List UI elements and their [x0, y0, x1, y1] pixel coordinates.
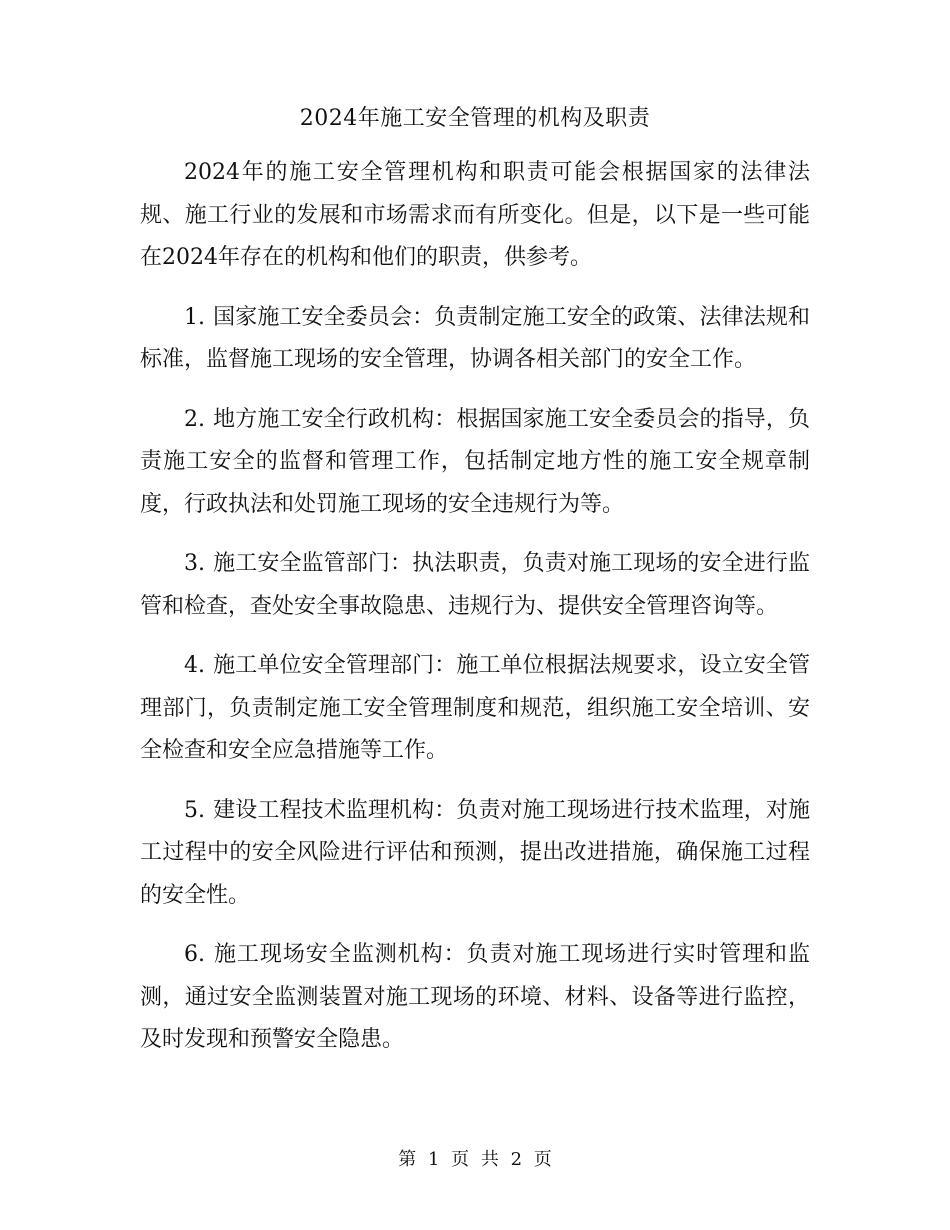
item-number: 4.	[184, 653, 205, 678]
item-text: 施工现场安全监测机构：负责对施工现场进行实时管理和监测，通过安全监测装置对施工现场的环境、材料、设备等进行监控，及时发现和预警安全隐患。	[140, 942, 810, 1052]
item-number: 5.	[184, 797, 205, 823]
item-number: 1.	[184, 304, 205, 330]
item-number: 6.	[184, 942, 205, 967]
list-item	[140, 934, 810, 1062]
list-item	[140, 297, 810, 382]
item-text: 施工安全监管部门：执法职责，负责对施工现场的安全进行监管和检查，查处安全事故隐患、违规行为、提供安全管理咨询等。	[140, 551, 810, 619]
item-text: 国家施工安全委员会：负责制定施工安全的政策、法律法规和标准，监督施工现场的安全管理，协调各相关部门的安全工作。	[140, 304, 810, 372]
list-item	[140, 645, 810, 773]
item-text: 地方施工安全行政机构：根据国家施工安全委员会的指导，负责施工安全的监督和管理工作，包括制定地方性的施工安全规章制度，行政执法和处罚施工现场的安全违规行为等。	[140, 406, 810, 517]
item-text: 施工单位安全管理部门：施工单位根据法规要求，设立安全管理部门，负责制定施工安全管理制度和规范，组织施工安全培训、安全检查和安全应急措施等工作。	[140, 653, 810, 763]
item-number: 2.	[184, 406, 205, 432]
document-title: 2024年施工安全管理的机构及职责	[299, 106, 651, 131]
item-text: 建设工程技术监理机构：负责对施工现场进行技术监理，对施工过程中的安全风险进行评估和预测，提出改进措施，确保施工过程的安全性。	[140, 797, 810, 908]
page-number-footer: 第 1 页 共 2 页	[398, 1149, 552, 1170]
list-item	[140, 399, 810, 527]
list-item	[140, 543, 810, 628]
list-item	[140, 790, 810, 918]
intro-paragraph: 2024年的施工安全管理机构和职责可能会根据国家的法律法规、施工行业的发展和市场需求而有所变化。但是，以下是一些可能在2024年存在的机构和他们的职责，供参考。	[140, 160, 810, 270]
item-number: 3.	[184, 551, 205, 576]
document-body	[140, 152, 810, 1062]
